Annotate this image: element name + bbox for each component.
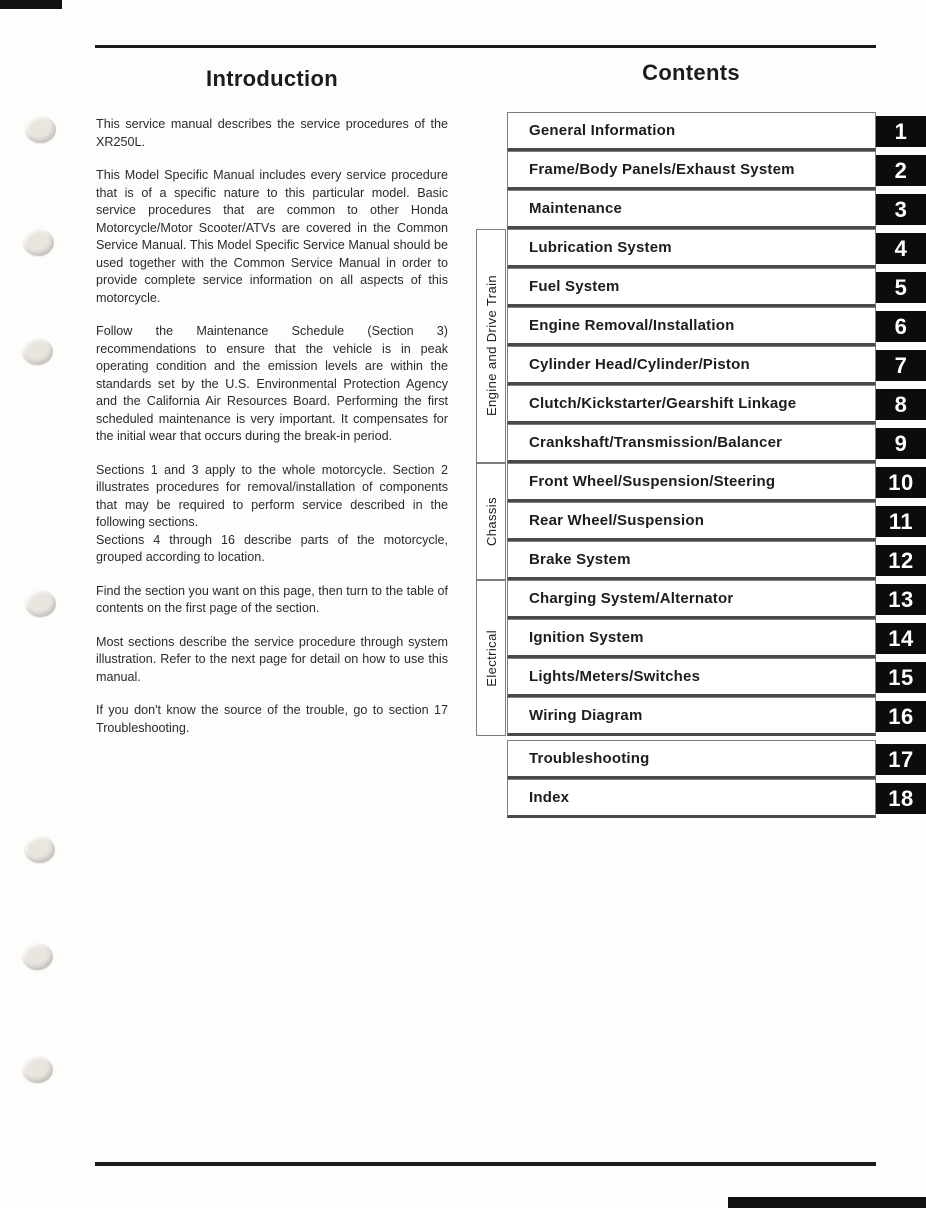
toc-section-number: 18: [876, 783, 926, 814]
intro-paragraph: Follow the Maintenance Schedule (Section 3) recommendations to ensure that the vehicle is in peak operating condition and the emission levels are within the standards set by the U.S. Environmental Protection Agency and the California Air Resources Board. Performing the first scheduled maintenance is very important. It compensates for the initial wear that occurs during the break-in period.: [96, 324, 448, 443]
toc-group-label: Electrical: [483, 629, 499, 687]
toc-row: [476, 697, 926, 736]
toc-section-label: Ignition System: [507, 619, 876, 658]
toc-section-label: Fuel System: [507, 268, 876, 307]
toc-row: [476, 658, 926, 697]
toc-section-label: Frame/Body Panels/Exhaust System: [507, 151, 876, 190]
toc-section-number: 14: [876, 623, 926, 654]
toc-row: [476, 346, 926, 385]
toc-section-number: 6: [876, 311, 926, 342]
toc-row: [476, 541, 926, 580]
toc-row: [476, 307, 926, 346]
introduction-text-column: [96, 116, 448, 753]
toc-row: [476, 580, 926, 619]
intro-paragraph: Sections 1 and 3 apply to the whole motorcycle. Section 2 illustrates procedures for removal/installation of components that may be required to perform service described in the following sections.: [96, 462, 448, 529]
toc-section-label: Engine Removal/Installation: [507, 307, 876, 346]
punch-hole: [23, 229, 54, 256]
toc-section-number: 17: [876, 744, 926, 775]
toc-section-number: 11: [876, 506, 926, 537]
table-of-contents: [476, 112, 926, 818]
punch-hole: [22, 1056, 53, 1083]
toc-row: [476, 463, 926, 502]
toc-section-label: Lubrication System: [507, 229, 876, 268]
toc-row: [476, 619, 926, 658]
toc-section-number: 9: [876, 428, 926, 459]
toc-section-label: Brake System: [507, 541, 876, 580]
toc-section-number: 2: [876, 155, 926, 186]
toc-section-label: Maintenance: [507, 190, 876, 229]
toc-row: [476, 740, 926, 779]
toc-section-number: 3: [876, 194, 926, 225]
top-rule: [95, 45, 876, 48]
toc-row: [476, 229, 926, 268]
toc-section-label: Cylinder Head/Cylinder/Piston: [507, 346, 876, 385]
scan-artifact-bottom-right: [728, 1197, 926, 1208]
toc-section-label: Rear Wheel/Suspension: [507, 502, 876, 541]
punch-hole: [22, 943, 53, 970]
toc-section-label: Clutch/Kickstarter/Gearshift Linkage: [507, 385, 876, 424]
toc-section-number: 10: [876, 467, 926, 498]
intro-paragraph: This service manual describes the service procedures of the XR250L.: [96, 117, 448, 149]
toc-section-number: 1: [876, 116, 926, 147]
toc-section-number: 4: [876, 233, 926, 264]
toc-section-number: 15: [876, 662, 926, 693]
scan-artifact-top-left: [0, 0, 62, 9]
toc-section-label: Front Wheel/Suspension/Steering: [507, 463, 876, 502]
toc-row: [476, 112, 926, 151]
toc-group-label: Chassis: [483, 496, 499, 547]
toc-row: [476, 385, 926, 424]
toc-row: [476, 424, 926, 463]
toc-group-label: Engine and Drive Train: [483, 275, 499, 417]
intro-paragraph: Find the section you want on this page, then turn to the table of contents on the first page of the section.: [96, 583, 448, 615]
punch-hole: [25, 116, 56, 143]
punch-hole: [22, 338, 53, 365]
toc-section-number: 5: [876, 272, 926, 303]
introduction-heading: Introduction: [206, 66, 338, 91]
toc-section-number: 7: [876, 350, 926, 381]
toc-section-number: 16: [876, 701, 926, 732]
contents-heading: Contents: [642, 60, 740, 85]
toc-section-label: Wiring Diagram: [507, 697, 876, 736]
bottom-rule: [95, 1162, 876, 1166]
punch-hole: [25, 590, 56, 617]
toc-row: [476, 268, 926, 307]
toc-section-number: 13: [876, 584, 926, 615]
intro-paragraph: Most sections describe the service procedure through system illustration. Refer to the next page for detail on how to use this manual.: [96, 634, 448, 684]
toc-section-number: 8: [876, 389, 926, 420]
toc-section-label: Index: [507, 779, 876, 818]
intro-paragraph: Sections 4 through 16 describe parts of the motorcycle, grouped according to location.: [96, 532, 448, 564]
toc-section-label: Charging System/Alternator: [507, 580, 876, 619]
toc-section-label: Lights/Meters/Switches: [507, 658, 876, 697]
toc-row: [476, 151, 926, 190]
intro-paragraph: If you don't know the source of the trouble, go to section 17 Troubleshooting.: [96, 703, 448, 735]
toc-row: [476, 190, 926, 229]
punch-hole: [24, 836, 55, 863]
toc-section-label: Troubleshooting: [507, 740, 876, 779]
toc-section-label: General Information: [507, 112, 876, 151]
toc-rows: [476, 112, 926, 818]
toc-row: [476, 779, 926, 818]
toc-row: [476, 502, 926, 541]
intro-paragraph: This Model Specific Manual includes every service procedure that is of a specific nature to this particular model. Basic service procedures that are common to other Honda Motorcycle/Motor Scooter/ATVs are covered in the Common Service Manual. This Model Specific Service Manual should be used together with the Common Service Manual in order to provide complete service information on all aspects of this motorcycle.: [96, 168, 448, 305]
toc-section-number: 12: [876, 545, 926, 576]
toc-section-label: Crankshaft/Transmission/Balancer: [507, 424, 876, 463]
